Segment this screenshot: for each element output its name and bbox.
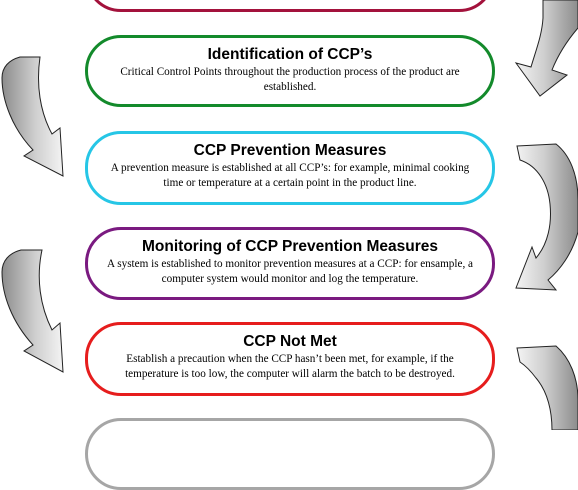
curved-arrow-left-2: [2, 250, 63, 372]
step-box-ccp-not-met: [85, 322, 495, 396]
step-description: A prevention measure is established at all CCP’s: for example, minimal cooking time or temperature at a certain point in the product line.: [110, 162, 470, 189]
step-title: Identification of CCP’s: [207, 46, 373, 63]
step-description: Critical Control Points throughout the production process of the product are established.: [120, 66, 460, 93]
curved-arrow-right-1: [516, 0, 578, 96]
curved-arrow-right-3: [517, 346, 578, 430]
step-box-top-partial: [85, 0, 495, 12]
step-box-monitoring: [85, 227, 495, 300]
step-box-bottom-partial: [85, 418, 495, 490]
step-box-identification-ccp: [85, 35, 495, 107]
step-box-ccp-prevention: [85, 131, 495, 205]
step-title: CCP Prevention Measures: [193, 142, 387, 159]
step-title: Monitoring of CCP Prevention Measures: [142, 238, 438, 255]
step-description: A system is established to monitor prevention measures at a CCP: for ensample, a computer system would monitor and log the temperature.: [106, 258, 473, 285]
curved-arrow-left-1: [2, 57, 63, 176]
curved-arrow-right-2: [516, 144, 578, 290]
step-title: CCP Not Met: [243, 333, 337, 350]
step-description: Establish a precaution when the CCP hasn’t been met, for example, if the temperature is too low, the computer will alarm the batch to be destroyed.: [125, 353, 455, 380]
